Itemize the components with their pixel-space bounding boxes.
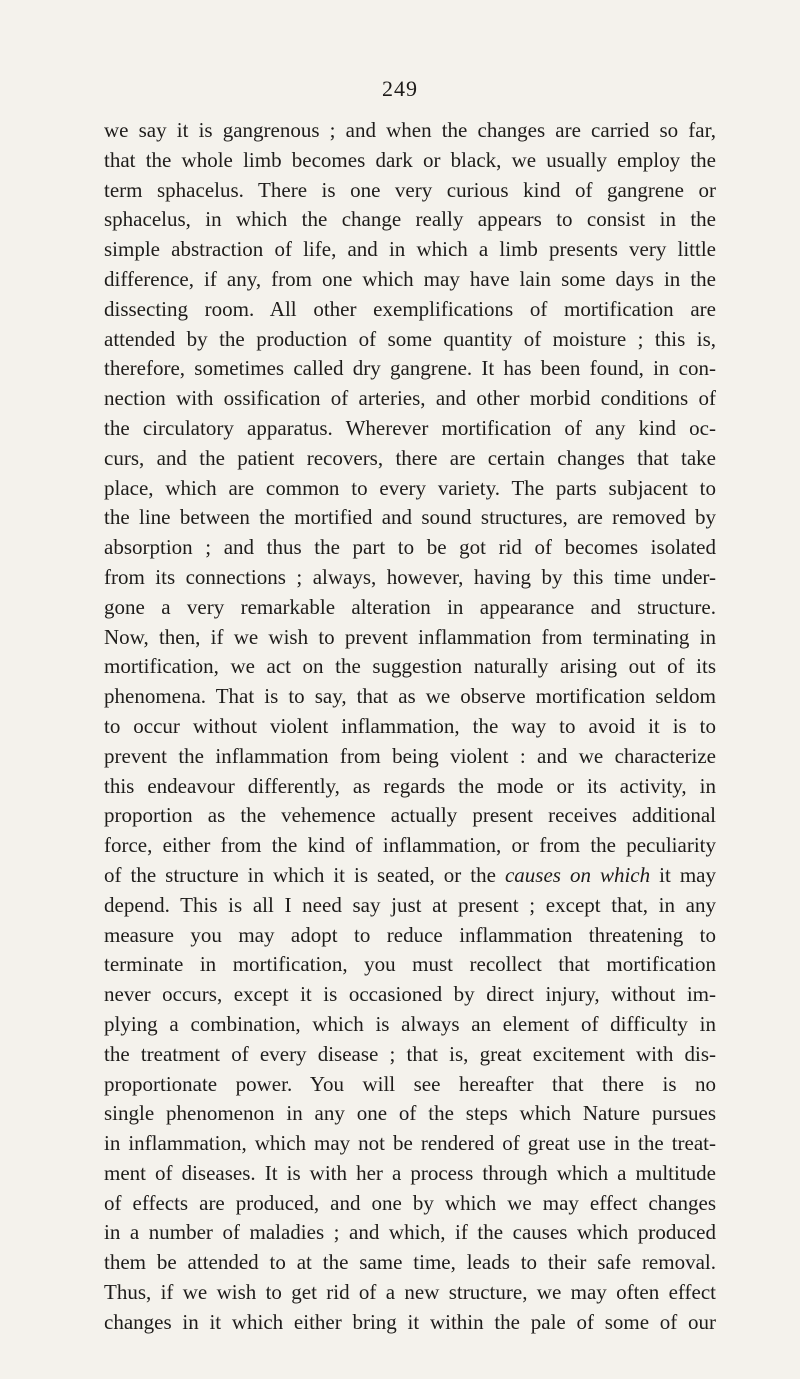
text-line: the line between the mortified and sound structures, are removed by <box>104 505 716 530</box>
text-line: Now, then, if we wish to prevent inflammation from terminating in <box>104 624 716 649</box>
text-line: the treatment of every disease ; that is, great excitement with dis- <box>104 1041 716 1066</box>
text-line: curs, and the patient recovers, there are certain changes that take <box>104 445 716 470</box>
text-line: this endeavour differently, as regards the mode or its activity, in <box>104 773 716 798</box>
text-line: the circulatory apparatus. Wherever mortification of any kind oc- <box>104 415 716 440</box>
text-line: proportionate power. You will see hereafter that there is no <box>104 1071 716 1096</box>
text-line: difference, if any, from one which may have lain some days in the <box>104 266 716 291</box>
text-line: never occurs, except it is occasioned by direct injury, without im- <box>104 982 716 1007</box>
text-line: dissecting room. All other exemplifications of mortification are <box>104 296 716 321</box>
text-line: in inflammation, which may not be rendered of great use in the treat- <box>104 1131 716 1156</box>
text-line: we say it is gangrenous ; and when the changes are carried so far, <box>104 118 716 142</box>
text-line: changes in it which either bring it within the pale of some of our <box>104 1309 716 1334</box>
body-text <box>104 116 716 1338</box>
text-line: attended by the production of some quantity of moisture ; this is, <box>104 326 716 351</box>
text-line: terminate in mortification, you must recollect that mortification <box>104 952 716 977</box>
page-number: 249 <box>382 76 418 101</box>
text-line: force, either from the kind of inflammation, or from the peculiarity <box>104 833 716 858</box>
text-line: single phenomenon in any one of the steps which Nature pursues <box>104 1101 716 1126</box>
text-line: mortification, we act on the suggestion naturally arising out of its <box>104 654 716 679</box>
text-line-head: of the structure in which it is seated, or the <box>104 862 496 887</box>
text-line: gone a very remarkable alteration in appearance and structure. <box>104 594 716 619</box>
text-line: of effects are produced, and one by which we may effect changes <box>104 1190 716 1215</box>
text-line: Thus, if we wish to get rid of a new structure, we may often effect <box>104 1280 716 1305</box>
text-line-tail: it may <box>659 862 716 887</box>
text-line: proportion as the vehemence actually present receives additional <box>104 803 716 828</box>
text-line: place, which are common to every variety. The parts subjacent to <box>104 475 716 500</box>
text-line: measure you may adopt to reduce inflammation threatening to <box>104 922 716 947</box>
text-line: in a number of maladies ; and which, if the causes which produced <box>104 1220 716 1245</box>
text-line: nection with ossification of arteries, and other morbid conditions of <box>104 386 716 411</box>
text-line: absorption ; and thus the part to be got rid of becomes isolated <box>104 535 716 560</box>
italic-phrase: causes on which <box>504 862 651 887</box>
text-line: therefore, sometimes called dry gangrene. It has been found, in con- <box>104 356 716 381</box>
text-line: sphacelus, in which the change really appears to consist in the <box>104 207 716 232</box>
text-line: ment of diseases. It is with her a process through which a multitude <box>104 1160 716 1185</box>
text-line: from its connections ; always, however, having by this time under- <box>104 564 716 589</box>
text-line: depend. This is all I need say just at present ; except that, in any <box>104 892 716 917</box>
text-line: phenomena. That is to say, that as we observe mortification seldom <box>104 684 716 709</box>
text-line: them be attended to at the same time, leads to their safe removal. <box>104 1250 716 1275</box>
text-line: to occur without violent inflammation, the way to avoid it is to <box>104 713 716 738</box>
text-line: simple abstraction of life, and in which a limb presents very little <box>104 237 716 262</box>
text-line: plying a combination, which is always an element of difficulty in <box>104 1011 716 1036</box>
text-line: that the whole limb becomes dark or black, we usually employ the <box>104 147 716 172</box>
text-line: term sphacelus. There is one very curious kind of gangrene or <box>104 177 716 202</box>
text-line-with-italic <box>104 861 716 891</box>
text-line: prevent the inflammation from being violent : and we characterize <box>104 743 716 768</box>
